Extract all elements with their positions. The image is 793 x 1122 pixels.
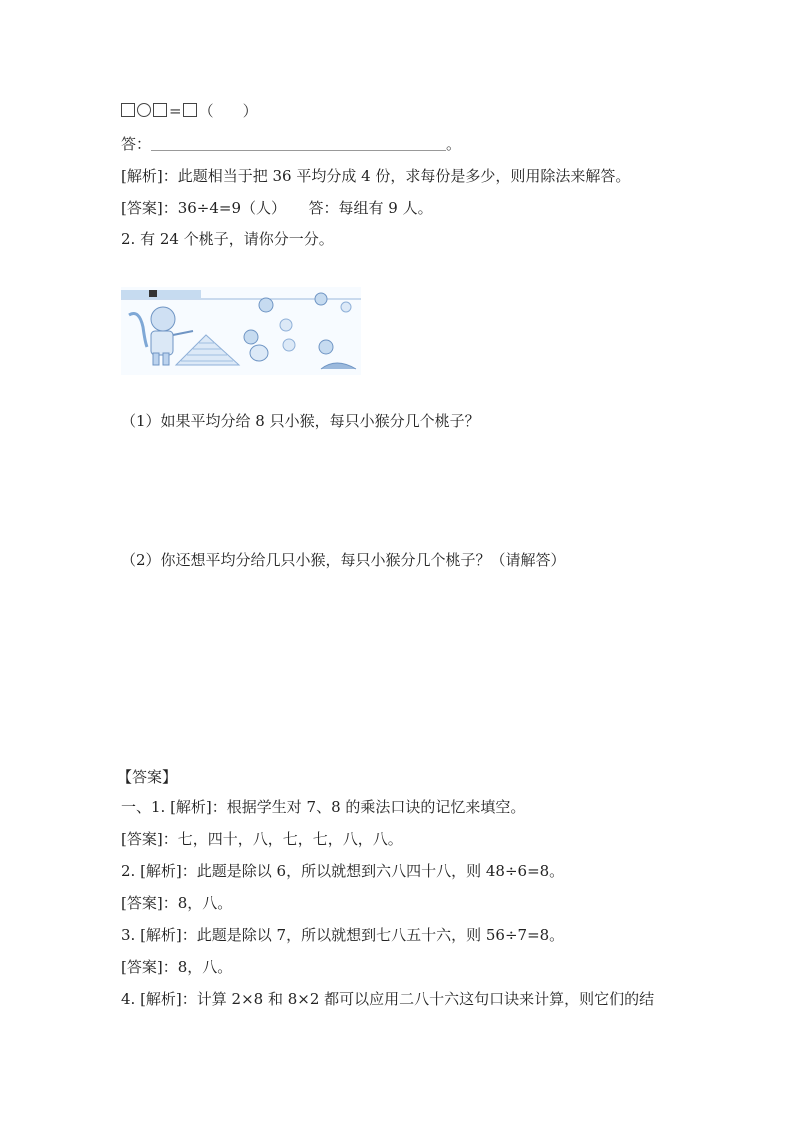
equals-sign: = xyxy=(169,102,183,120)
answer-blank[interactable] xyxy=(151,150,446,151)
unit-paren-open: （ xyxy=(198,102,215,120)
answer-text: [答案]：36÷4=9（人） 答：每组有 9 人。 xyxy=(121,199,433,217)
answer-item: [答案]：七，四十，八，七，七，八，八。 xyxy=(121,830,403,848)
answer-label: 答： xyxy=(121,135,152,153)
answer-item: 4. [解析]：计算 2×8 和 8×2 都可以应用二八十六这句口诀来计算，则它们的结 xyxy=(121,990,655,1008)
answer-item: [答案]：8，八。 xyxy=(121,958,233,976)
answer-line xyxy=(121,134,461,154)
monkey-dividing-peaches-illustration xyxy=(121,287,361,375)
question-2-prompt: 2. 有 24 个桃子，请你分一分。 xyxy=(121,230,334,248)
blank-box-icon xyxy=(183,103,197,117)
answers-heading: 【答案】 xyxy=(117,768,178,786)
answer-end: 。 xyxy=(446,135,462,153)
equation-template xyxy=(121,101,259,121)
sub-question-2: （2）你还想平均分给几只小猴，每只小猴分几个桃子？（请解答） xyxy=(121,551,566,569)
blank-box-icon xyxy=(153,103,167,117)
sub-question-1: （1）如果平均分给 8 只小猴，每只小猴分几个桃子？ xyxy=(121,412,480,430)
answer-item: 2. [解析]：此题是除以 6，所以就想到六八四十八，则 48÷6=8。 xyxy=(121,862,565,880)
answer-item: [答案]：8，八。 xyxy=(121,894,233,912)
answer-item: 一、1. [解析]：根据学生对 7、8 的乘法口诀的记忆来填空。 xyxy=(121,798,526,816)
operator-circle-icon xyxy=(137,103,151,117)
unit-paren-close: ） xyxy=(242,102,259,120)
answer-item: 3. [解析]：此题是除以 7，所以就想到七八五十六，则 56÷7=8。 xyxy=(121,926,565,944)
analysis-text: [解析]：此题相当于把 36 平均分成 4 份，求每份是多少，则用除法来解答。 xyxy=(121,167,631,185)
blank-box-icon xyxy=(121,103,135,117)
